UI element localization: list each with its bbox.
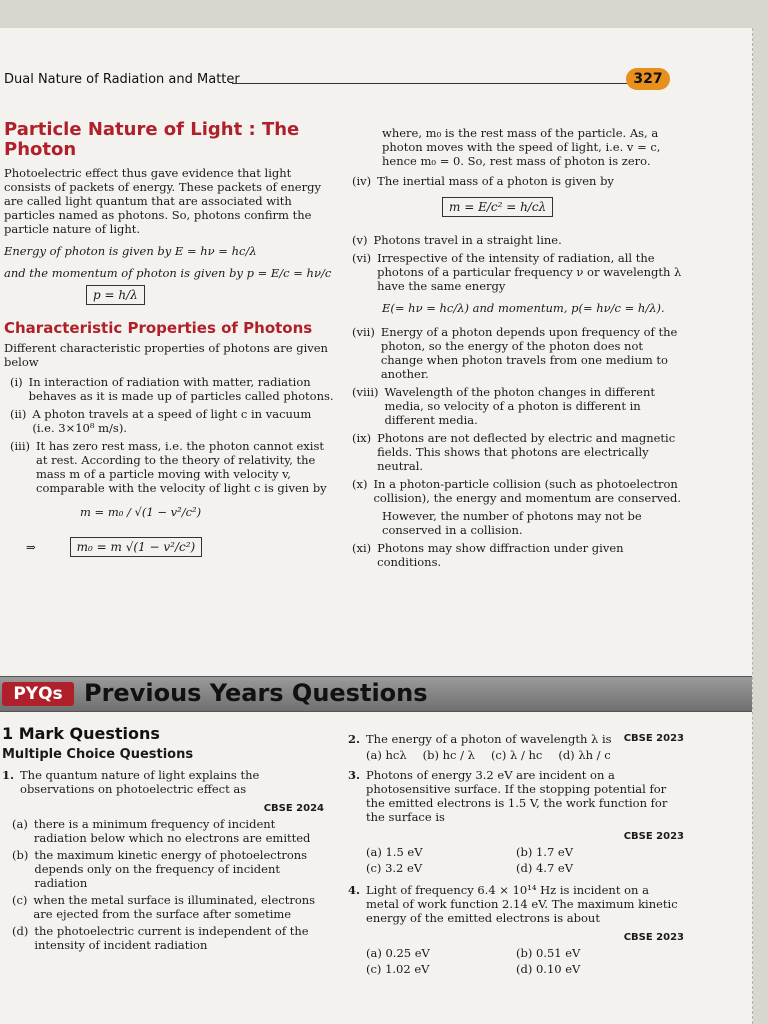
exam-tag: CBSE 2023 bbox=[623, 831, 684, 842]
option: (b) the maximum kinetic energy of photoelectrons depends only on the frequency of incident radiation bbox=[12, 848, 308, 890]
list-item: (iv) The inertial mass of a photon is given by bbox=[352, 174, 614, 188]
chapter-title: Dual Nature of Radiation and Matter bbox=[4, 72, 240, 87]
momentum-formula-box: p = h/λ bbox=[86, 285, 145, 305]
question-4: 4. Light of frequency 6.4 × 10¹⁴ Hz is incident on a metal of work function 2.14 eV. The maximum kinetic energy of the emitted electrons is about bbox=[348, 883, 678, 925]
collision-note: However, the number of photons may not be conserved in a collision. bbox=[382, 509, 642, 537]
characteristics-intro: Different characteristic properties of photons are given below bbox=[4, 341, 328, 369]
question-1: 1. The quantum nature of light explains the observations on photoelectric effect as bbox=[2, 768, 260, 796]
mark-heading: 1 Mark Questions bbox=[2, 724, 160, 743]
relativistic-mass-formula: m = m₀ / √(1 − v²/c²) bbox=[80, 505, 202, 519]
energy-momentum-formula: E(= hν = hc/λ) and momentum, p(= hν/c = h/λ). bbox=[382, 301, 665, 315]
options-row: (a) hcλ (b) hc / λ (c) λ / hc (d) λh / c bbox=[366, 748, 611, 762]
photon-momentum-formula: and the momentum of photon is given by p = E/c = hν/c bbox=[4, 266, 332, 280]
rest-mass-formula-box: m₀ = m √(1 − v²/c²) bbox=[70, 537, 203, 557]
list-item: (v) Photons travel in a straight line. bbox=[352, 233, 562, 247]
option: (d) the photoelectric current is independent of the intensity of incident radiation bbox=[12, 924, 309, 952]
option: (a) there is a minimum frequency of incident radiation below which no electrons are emitted bbox=[12, 817, 311, 845]
photon-intro-paragraph: Photoelectric effect thus gave evidence that light consists of packets of energy. These packets of energy are called light quantum that are associated with particles named as photons. So, photons confirm the particle nature of light. bbox=[4, 166, 321, 236]
option: (c) when the metal surface is illuminated, electrons are ejected from the surface after sometime bbox=[12, 893, 316, 921]
list-item: (i) In interaction of radiation with matter, radiation behaves as it is made up of particles called photons. bbox=[10, 375, 334, 403]
list-item: (viii) Wavelength of the photon changes in different media, so velocity of a photon is different in different media. bbox=[352, 385, 655, 427]
options-grid: (a) 0.25 eV (b) 0.51 eV (c) 1.02 eV (d) 0.10 eV bbox=[366, 946, 581, 976]
questions-left bbox=[2, 724, 324, 952]
right-column bbox=[352, 126, 682, 569]
left-column bbox=[4, 120, 334, 557]
characteristics-heading: Characteristic Properties of Photons bbox=[4, 319, 313, 337]
question-3: 3. Photons of energy 3.2 eV are incident on a photosensitive surface. If the stopping potential for the emitted electrons is 1.5 V, the work function for the surface is bbox=[348, 768, 668, 824]
question-2: 2. The energy of a photon of wavelength λ is CBSE 2023 bbox=[348, 732, 684, 746]
exam-tag: CBSE 2023 bbox=[623, 932, 684, 943]
options-grid: (a) 1.5 eV (b) 1.7 eV (c) 3.2 eV (d) 4.7 eV bbox=[366, 845, 574, 875]
list-item: (x) In a photon-particle collision (such as photoelectron collision), the energy and momentum are conserved. bbox=[352, 477, 682, 505]
section-heading-photon: Particle Nature of Light : The Photon bbox=[4, 119, 300, 160]
list-item: (vii) Energy of a photon depends upon frequency of the photon, so the energy of the photon does not change when photon travels from one medium to another. bbox=[352, 325, 678, 381]
implies-arrow: ⇒ bbox=[26, 540, 36, 554]
list-item: (vi) Irrespective of the intensity of radiation, all the photons of a particular frequency ν or wavelength λ have the same energy bbox=[352, 251, 682, 293]
textbook-page bbox=[0, 28, 753, 1024]
photon-energy-formula: Energy of photon is given by E = hν = hc/λ bbox=[4, 244, 257, 258]
inertial-mass-formula-box: m = E/c² = h/cλ bbox=[442, 197, 553, 217]
page-number-badge: 327 bbox=[626, 68, 670, 90]
pyq-banner bbox=[0, 676, 752, 712]
list-item: (ii) A photon travels at a speed of light c in vacuum (i.e. 3×10⁸ m/s). bbox=[10, 407, 312, 435]
header-rule bbox=[232, 83, 632, 84]
list-item: (xi) Photons may show diffraction under given conditions. bbox=[352, 541, 624, 569]
questions-right bbox=[348, 732, 684, 976]
pyq-title: Previous Years Questions bbox=[84, 679, 428, 707]
exam-tag: CBSE 2023 bbox=[623, 733, 684, 744]
list-item: (iii) It has zero rest mass, i.e. the photon cannot exist at rest. According to the theory of relativity, the mass m of a particle moving with velocity v, comparable with the velocity of light c is given by bbox=[10, 439, 327, 495]
exam-tag: CBSE 2024 bbox=[263, 803, 324, 814]
list-item: (ix) Photons are not deflected by electric and magnetic fields. This shows that photons are electrically neutral. bbox=[352, 431, 676, 473]
pyq-badge: PYQs bbox=[2, 682, 74, 706]
rest-mass-continuation: where, m₀ is the rest mass of the particle. As, a photon moves with the speed of light, i.e. v = c, hence m₀ = 0. So, rest mass of photon is zero. bbox=[382, 126, 661, 168]
mcq-heading: Multiple Choice Questions bbox=[2, 747, 194, 762]
